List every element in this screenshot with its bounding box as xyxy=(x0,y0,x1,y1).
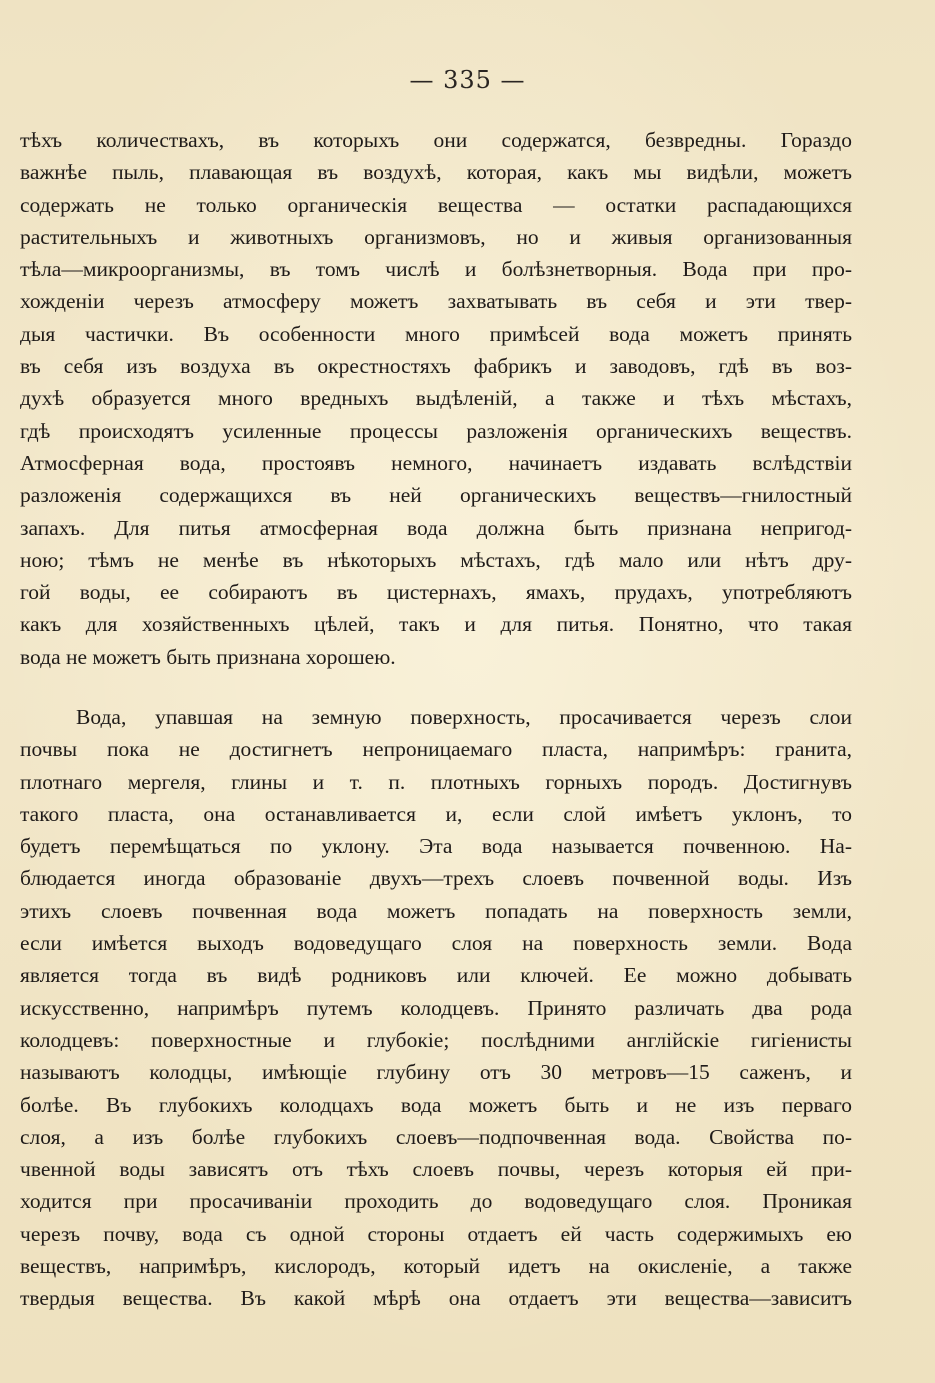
text-line: важнѣе пыль, плавающая въ воздухѣ, которая, какъ мы видѣли, можетъ xyxy=(20,160,852,185)
text-line: тѣла—микроорганизмы, въ томъ числѣ и болѣзнетворныя. Вода при про- xyxy=(20,257,852,282)
text-line: ною; тѣмъ не менѣе въ нѣкоторыхъ мѣстахъ, гдѣ мало или нѣтъ дру- xyxy=(20,547,852,572)
text-line: духѣ образуется много вредныхъ выдѣленій, а также и тѣхъ мѣстахъ, xyxy=(20,386,852,411)
text-line: гой воды, ее собираютъ въ цистернахъ, ямахъ, прудахъ, употребляютъ xyxy=(20,580,852,605)
text-line: является тогда въ видѣ родниковъ или ключей. Ее можно добывать xyxy=(20,963,852,988)
text-line: Атмосферная вода, простоявъ немного, начинаетъ издавать вслѣдствіи xyxy=(20,450,852,475)
text-line: если имѣется выходъ водоведущаго слоя на поверхность земли. Вода xyxy=(20,931,852,956)
text-line: называютъ колодцы, имѣющіе глубину отъ 30 метровъ—15 саженъ, и xyxy=(20,1060,852,1085)
text-line: разложенія содержащихся въ ней органическихъ веществъ—гнилостный xyxy=(20,483,852,508)
text-line: тѣхъ количествахъ, въ которыхъ они содержатся, безвредны. Гораздо xyxy=(20,128,852,152)
text-line: искусственно, напримѣръ путемъ колодцевъ. Принято различать два рода xyxy=(20,995,852,1020)
page-number: — 335 — xyxy=(409,66,526,94)
text-line: дыя частички. Въ особенности много примѣсей вода можетъ принять xyxy=(20,321,852,346)
text-line: хожденiи черезъ атмосферу можетъ захватывать въ себя и эти твер- xyxy=(20,289,852,314)
text-line: болѣе. Въ глубокихъ колодцахъ вода можетъ быть и не изъ перваго xyxy=(20,1092,852,1117)
text-line: будетъ перемѣщаться по уклону. Эта вода называется почвенною. На- xyxy=(20,834,852,859)
text-line: вода не можетъ быть признана хорошею. xyxy=(20,644,396,669)
text-line: гдѣ происходятъ усиленные процессы разложенія органическихъ веществъ. xyxy=(20,418,852,443)
text-line: колодцевъ: поверхностные и глубокіе; послѣдними англійскіе гигіенисты xyxy=(20,1027,852,1052)
text-line: слоя, а изъ болѣе глубокихъ слоевъ—подпочвенная вода. Свойства по- xyxy=(20,1124,852,1149)
text-line: почвы пока не достигнетъ непроницаемаго пласта, напримѣръ: гранита, xyxy=(20,737,852,762)
paragraph-2 xyxy=(20,701,852,1315)
text-line: плотнаго мергеля, глины и т. п. плотныхъ горныхъ породъ. Достигнувъ xyxy=(20,769,852,794)
text-line: въ себя изъ воздуха въ окрестностяхъ фабрикъ и заводовъ, гдѣ въ воз- xyxy=(20,354,852,379)
text-line: ходится при просачиваніи проходить до водоведущаго слоя. Проникая xyxy=(20,1189,852,1214)
text-line: растительныхъ и животныхъ организмовъ, но и живыя организованныя xyxy=(20,224,852,249)
text-line: черезъ почву, вода съ одной стороны отдаетъ ей часть содержимыхъ ею xyxy=(20,1221,852,1246)
text-line: какъ для хозяйственныхъ цѣлей, такъ и для питья. Понятно, что такая xyxy=(20,612,852,637)
text-line: твердыя вещества. Въ какой мѣрѣ она отдаетъ эти вещества—зависитъ xyxy=(20,1286,852,1311)
paragraph-1 xyxy=(20,124,852,673)
text-line: блюдается иногда образованіе двухъ—трехъ слоевъ почвенной воды. Изъ xyxy=(20,866,852,891)
text-line: этихъ слоевъ почвенная вода можетъ попадать на поверхность земли, xyxy=(20,898,852,923)
text-line: чвенной воды зависятъ отъ тѣхъ слоевъ почвы, черезъ которыя ей при- xyxy=(20,1157,852,1182)
text-line: содержать не только органическія вещества — остатки распадающихся xyxy=(20,192,852,217)
text-line: такого пласта, она останавливается и, если слой имѣетъ уклонъ, то xyxy=(20,801,852,826)
text-line: запахъ. Для питья атмосферная вода должна быть признана непригод- xyxy=(20,515,852,540)
text-line: веществъ, напримѣръ, кислородъ, который идетъ на окисленіе, а также xyxy=(20,1254,852,1279)
text-line: Вода, упавшая на земную поверхность, просачивается черезъ слои xyxy=(76,705,852,729)
